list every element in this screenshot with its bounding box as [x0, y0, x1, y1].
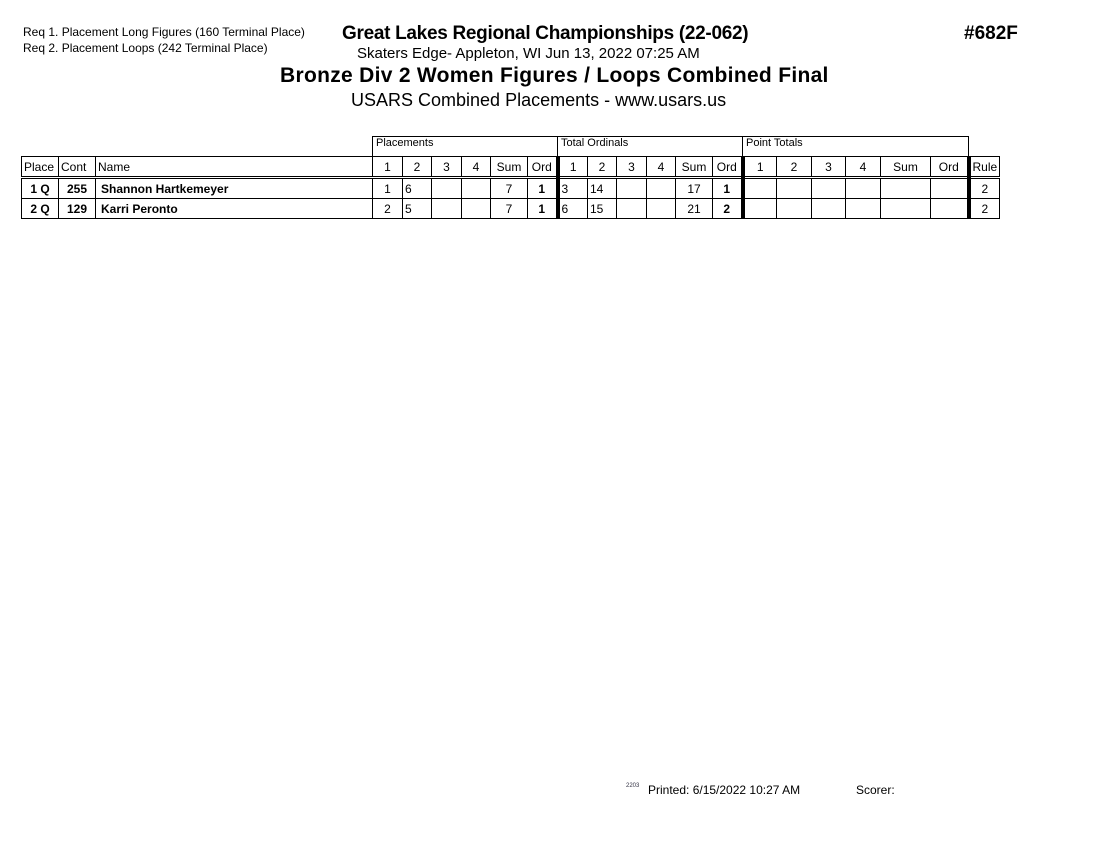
group-spacer — [969, 137, 1000, 157]
col-rule: Rule — [969, 157, 1000, 178]
placements-2-cell: 6 — [403, 178, 432, 199]
ordinals-1-cell: 6 — [558, 199, 588, 219]
col-placements-1: 1 — [373, 157, 403, 178]
points-sum-cell — [881, 178, 931, 199]
event-number: #682F — [964, 23, 1018, 44]
ordinals-2-cell: 15 — [588, 199, 617, 219]
placements-sum-cell: 7 — [491, 199, 528, 219]
col-ordinals-sum: Sum — [676, 157, 713, 178]
cont-cell: 129 — [59, 199, 96, 219]
group-placements: Placements — [373, 137, 558, 157]
competition-title: Great Lakes Regional Championships (22-062) — [342, 23, 749, 44]
placements-1-cell: 1 — [373, 178, 403, 199]
points-2-cell — [777, 178, 812, 199]
col-placements-3: 3 — [432, 157, 462, 178]
points-ord-cell — [931, 178, 969, 199]
place-cell: 2 Q — [22, 199, 59, 219]
col-ordinals-2: 2 — [588, 157, 617, 178]
requirement-2: Req 2. Placement Loops (242 Terminal Place) — [23, 41, 268, 55]
col-points-3: 3 — [812, 157, 846, 178]
ordinals-sum-cell: 21 — [676, 199, 713, 219]
ordinals-ord-cell: 2 — [713, 199, 743, 219]
placements-sum-cell: 7 — [491, 178, 528, 199]
venue-date: Skaters Edge- Appleton, WI Jun 13, 2022 07:25 AM — [357, 45, 700, 62]
points-3-cell — [812, 199, 846, 219]
event-title: Bronze Div 2 Women Figures / Loops Combined Final — [280, 64, 829, 87]
placements-4-cell — [462, 199, 491, 219]
col-points-sum: Sum — [881, 157, 931, 178]
scorer-label: Scorer: — [856, 783, 895, 797]
col-points-4: 4 — [846, 157, 881, 178]
col-placements-ord: Ord — [528, 157, 558, 178]
place-cell: 1 Q — [22, 178, 59, 199]
col-cont: Cont — [59, 157, 96, 178]
placements-4-cell — [462, 178, 491, 199]
col-ordinals-4: 4 — [647, 157, 676, 178]
placements-ord-cell: 1 — [528, 178, 558, 199]
ordinals-ord-cell: 1 — [713, 178, 743, 199]
cont-cell: 255 — [59, 178, 96, 199]
print-code — [626, 783, 639, 797]
printed-timestamp: Printed: 6/15/2022 10:27 AM — [648, 783, 801, 797]
col-ordinals-1: 1 — [558, 157, 588, 178]
requirement-1: Req 1. Placement Long Figures (160 Terminal Place) — [23, 25, 305, 39]
points-4-cell — [846, 199, 881, 219]
name-cell: Karri Peronto — [96, 199, 373, 219]
table-row — [22, 199, 1000, 219]
points-ord-cell — [931, 199, 969, 219]
column-header-row — [22, 157, 1000, 178]
placements-3-cell — [432, 199, 462, 219]
points-1-cell — [743, 178, 777, 199]
ordinals-sum-cell: 17 — [676, 178, 713, 199]
col-name: Name — [96, 157, 373, 178]
results-table — [21, 136, 1000, 219]
col-points-2: 2 — [777, 157, 812, 178]
ordinals-2-cell: 14 — [588, 178, 617, 199]
group-total-ordinals: Total Ordinals — [558, 137, 743, 157]
col-placements-2: 2 — [403, 157, 432, 178]
ordinals-3-cell — [617, 199, 647, 219]
ordinals-1-cell: 3 — [558, 178, 588, 199]
rule-cell: 2 — [969, 178, 1000, 199]
name-cell: Shannon Hartkemeyer — [96, 178, 373, 199]
col-place: Place — [22, 157, 59, 178]
points-4-cell — [846, 178, 881, 199]
event-subtitle: USARS Combined Placements - www.usars.us — [351, 90, 727, 110]
col-placements-4: 4 — [462, 157, 491, 178]
ordinals-4-cell — [647, 199, 676, 219]
ordinals-3-cell — [617, 178, 647, 199]
placements-1-cell: 2 — [373, 199, 403, 219]
rule-cell: 2 — [969, 199, 1000, 219]
points-3-cell — [812, 178, 846, 199]
ordinals-4-cell — [647, 178, 676, 199]
group-spacer — [22, 137, 373, 157]
placements-3-cell — [432, 178, 462, 199]
group-header-row — [22, 137, 1000, 157]
col-points-1: 1 — [743, 157, 777, 178]
table-row — [22, 178, 1000, 199]
points-1-cell — [743, 199, 777, 219]
placements-ord-cell: 1 — [528, 199, 558, 219]
col-points-ord: Ord — [931, 157, 969, 178]
col-ordinals-3: 3 — [617, 157, 647, 178]
print-code-text: 2203 — [626, 783, 640, 789]
placements-2-cell: 5 — [403, 199, 432, 219]
points-sum-cell — [881, 199, 931, 219]
points-2-cell — [777, 199, 812, 219]
group-point-totals: Point Totals — [743, 137, 969, 157]
col-ordinals-ord: Ord — [713, 157, 743, 178]
col-placements-sum: Sum — [491, 157, 528, 178]
